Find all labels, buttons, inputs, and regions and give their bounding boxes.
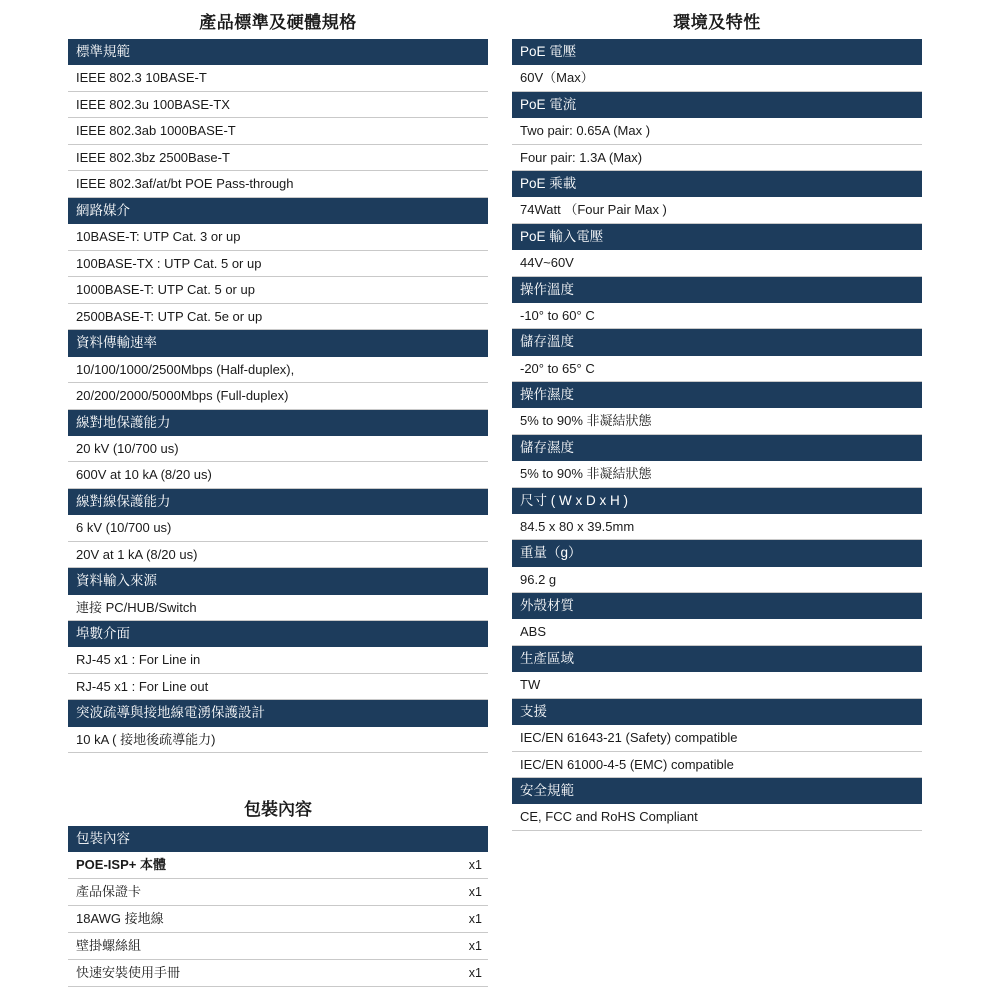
spec-row-text: 6 kV (10/700 us) [76, 520, 172, 536]
spec-group [68, 700, 488, 753]
spec-group [68, 489, 488, 568]
spec-row-text: IEC/EN 61643-21 (Safety) compatible [520, 729, 738, 745]
spec-row-text: 2500BASE-T: UTP Cat. 5e or up [76, 308, 263, 324]
spec-group-header: 儲存濕度 [512, 435, 922, 461]
package-rows [68, 852, 488, 986]
package-item-qty: x1 [468, 858, 482, 873]
spec-row [512, 672, 922, 699]
right-column-title: 環境及特性 [673, 13, 761, 32]
spec-row-text: ABS [520, 624, 547, 640]
spec-group [512, 171, 922, 224]
package-table-header: 包裝內容 [68, 826, 488, 852]
spec-group [512, 488, 922, 541]
spec-row [68, 251, 488, 278]
spec-row-text: IEEE 802.3 10BASE-T [76, 70, 207, 86]
package-item-name: 壁掛螺絲組 [76, 937, 142, 953]
spec-row [68, 647, 488, 674]
spec-group-header: 突波疏導與接地線電湧保護設計 [68, 700, 488, 726]
spec-row-text: 20/200/2000/5000Mbps (Full-duplex) [76, 388, 289, 404]
package-item-qty: x1 [468, 885, 482, 900]
spec-row-text: TW [520, 677, 541, 693]
spec-group [68, 39, 488, 198]
spec-row [512, 725, 922, 752]
package-item-name: 18AWG 接地線 [76, 911, 164, 927]
spec-group-header: 線對線保護能力 [68, 489, 488, 515]
spec-row-text: Four pair: 1.3A (Max) [520, 149, 643, 165]
spec-group-header: PoE 輸入電壓 [512, 224, 922, 250]
left-spec-groups [68, 39, 488, 753]
spec-row [512, 514, 922, 541]
spec-row-text: RJ-45 x1 : For Line in [76, 652, 201, 668]
spec-group-header: 外殼材質 [512, 593, 922, 619]
spec-group [68, 410, 488, 489]
spec-row [512, 303, 922, 330]
spec-row [68, 674, 488, 701]
spec-group-header: 支援 [512, 699, 922, 725]
spec-row-text: IEEE 802.3bz 2500Base-T [76, 149, 230, 165]
spec-row-text: 20 kV (10/700 us) [76, 440, 179, 456]
spec-row-text: 20V at 1 kA (8/20 us) [76, 546, 198, 562]
spec-row-text: IEEE 802.3ab 1000BASE-T [76, 123, 236, 139]
spec-row-text: 1000BASE-T: UTP Cat. 5 or up [76, 282, 255, 298]
spec-row-text: RJ-45 x1 : For Line out [76, 678, 209, 694]
package-item-name: 快速安裝使用手冊 [76, 964, 181, 980]
package-item-qty: x1 [468, 938, 482, 953]
spec-row-text: -20° to 65° C [520, 360, 595, 376]
spec-row-text: IEC/EN 61000-4-5 (EMC) compatible [520, 756, 734, 772]
spec-group-header: 線對地保護能力 [68, 410, 488, 436]
spec-group-header: 尺寸 ( W x D x H ) [512, 488, 922, 514]
spec-row-text: 84.5 x 80 x 39.5mm [520, 518, 635, 534]
spec-row-text: IEEE 802.3u 100BASE-TX [76, 96, 230, 112]
spec-row-text: 600V at 10 kA (8/20 us) [76, 467, 212, 483]
left-column-title: 產品標準及硬體規格 [199, 13, 357, 32]
package-item-name: 產品保證卡 [76, 884, 142, 900]
spec-group [512, 39, 922, 92]
spec-row-text: 74Watt （Four Pair Max ) [520, 202, 667, 218]
spec-row [512, 197, 922, 224]
spec-group [512, 277, 922, 330]
spec-row [68, 436, 488, 463]
spec-group [68, 621, 488, 700]
spec-group-header: 資料傳輸速率 [68, 330, 488, 356]
spec-group [512, 593, 922, 646]
spec-group-header: 重量（g） [512, 540, 922, 566]
spec-row [512, 65, 922, 92]
spec-row [512, 118, 922, 145]
spec-row-text: 5% to 90% 非凝結狀態 [520, 466, 652, 482]
spec-group [512, 699, 922, 778]
package-row [68, 906, 488, 933]
spec-group-header: PoE 電流 [512, 92, 922, 118]
spec-row [512, 408, 922, 435]
spec-row [68, 462, 488, 489]
spec-group-header: PoE 乘載 [512, 171, 922, 197]
spec-row-text: 10/100/1000/2500Mbps (Half-duplex), [76, 361, 295, 377]
right-spec-groups [512, 39, 922, 831]
spec-group-header: 標準規範 [68, 39, 488, 65]
spec-group-header: 埠數介面 [68, 621, 488, 647]
spec-group [68, 568, 488, 621]
spec-group [512, 646, 922, 699]
spec-row [512, 250, 922, 277]
spec-group [512, 329, 922, 382]
spec-row [68, 727, 488, 754]
spec-row [68, 92, 488, 119]
package-title: 包裝內容 [244, 800, 312, 820]
spec-group [512, 778, 922, 831]
spec-row [68, 515, 488, 542]
spec-row [68, 542, 488, 569]
spec-group-header: 安全規範 [512, 778, 922, 804]
package-item-qty: x1 [468, 965, 482, 980]
package-row [68, 879, 488, 906]
spec-row-text: 10 kA ( 接地後疏導能力) [76, 731, 216, 747]
spec-group [512, 382, 922, 435]
spec-group [68, 330, 488, 409]
spec-group-header: 操作溫度 [512, 277, 922, 303]
spec-group [512, 540, 922, 593]
package-section [68, 795, 488, 987]
spec-group-header: 資料輸入來源 [68, 568, 488, 594]
spec-row [512, 752, 922, 779]
spec-row [68, 171, 488, 198]
spec-row [512, 145, 922, 172]
spec-row-text: 100BASE-TX : UTP Cat. 5 or up [76, 255, 262, 271]
spec-row-text: 60V（Max） [520, 70, 594, 86]
spec-row [68, 304, 488, 331]
spec-row [512, 356, 922, 383]
left-column [68, 0, 488, 987]
spec-row [512, 619, 922, 646]
spec-group-header: 生產區域 [512, 646, 922, 672]
spec-row [68, 118, 488, 145]
spec-row [68, 224, 488, 251]
spec-row [68, 595, 488, 622]
spec-row [512, 804, 922, 831]
spec-row [512, 567, 922, 594]
spec-group [512, 435, 922, 488]
spec-row-text: 96.2 g [520, 571, 557, 587]
spec-group [68, 198, 488, 330]
spec-row-text: 5% to 90% 非凝結狀態 [520, 413, 652, 429]
spec-row [68, 383, 488, 410]
spec-group-header: PoE 電壓 [512, 39, 922, 65]
spec-group-header: 操作濕度 [512, 382, 922, 408]
spec-row-text: -10° to 60° C [520, 307, 595, 323]
spec-row [68, 65, 488, 92]
spec-row [68, 357, 488, 384]
spec-row [68, 277, 488, 304]
spec-row-text: 連接 PC/HUB/Switch [76, 599, 197, 615]
package-row [68, 933, 488, 960]
spec-row [512, 461, 922, 488]
package-item-name: POE-ISP+ 本體 [76, 857, 166, 873]
spec-group-header: 儲存溫度 [512, 329, 922, 355]
spec-row-text: 10BASE-T: UTP Cat. 3 or up [76, 229, 241, 245]
package-row [68, 852, 488, 879]
spec-group [512, 92, 922, 171]
spec-group [512, 224, 922, 277]
package-row [68, 960, 488, 987]
spec-row-text: 44V~60V [520, 255, 574, 271]
right-column [512, 0, 922, 831]
spec-row-text: Two pair: 0.65A (Max ) [520, 122, 651, 138]
package-item-qty: x1 [468, 912, 482, 927]
spec-row-text: CE, FCC and RoHS Compliant [520, 809, 698, 825]
spec-row [68, 145, 488, 172]
spec-group-header: 網路媒介 [68, 198, 488, 224]
spec-row-text: IEEE 802.3af/at/bt POE Pass-through [76, 176, 294, 192]
